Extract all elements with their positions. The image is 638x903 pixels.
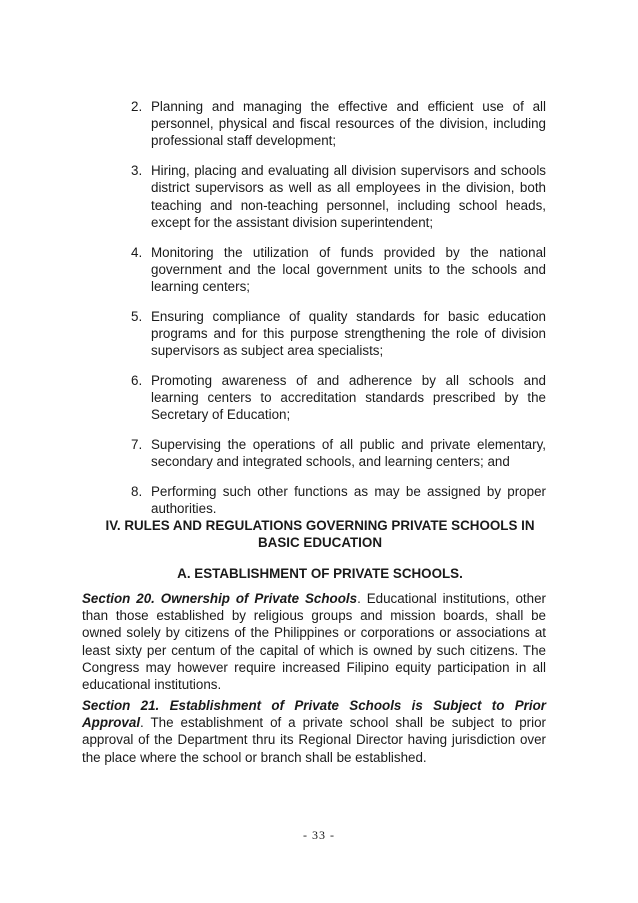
- page-number: - 33 -: [303, 828, 335, 842]
- list-item-text: Performing such other functions as may be assigned by proper authorities.: [151, 484, 546, 517]
- list-item: [128, 372, 546, 424]
- list-item-text: Hiring, placing and evaluating all division supervisors and schools district supervisors as well as all employees in the division, both teaching and non-teaching personnel, including school heads, except for the assistant division superintendent;: [151, 163, 546, 230]
- list-item-number: 7.: [131, 437, 143, 453]
- list-item-number: 5.: [131, 308, 143, 324]
- list-item: [128, 483, 546, 517]
- functions-list: [128, 98, 546, 530]
- section-20-paragraph: [82, 590, 546, 693]
- subsection-heading: A. ESTABLISHMENT OF PRIVATE SCHOOLS.: [177, 566, 463, 581]
- section-21-title: Section 21. Establishment of Private Schools is Subject to Prior Approval: [82, 698, 546, 731]
- list-item-number: 2.: [131, 99, 143, 114]
- list-item-text: Planning and managing the effective and efficient use of all personnel, physical and fiscal resources of the division, including professional staff development;: [151, 99, 546, 149]
- section-21-paragraph: [82, 697, 546, 766]
- list-item-text: Promoting awareness of and adherence by all schools and learning centers to accreditation standards prescribed by the Secretary of Education;: [151, 373, 546, 423]
- chapter-heading-line2: BASIC EDUCATION: [258, 535, 382, 550]
- section-20-title: Section 20. Ownership of Private Schools: [82, 591, 358, 606]
- list-item: [128, 436, 546, 470]
- list-item: [128, 98, 546, 150]
- list-item-text: Supervising the operations of all public and private elementary, secondary and integrated schools, and learning centers; and: [151, 437, 546, 470]
- list-item-number: 8.: [131, 484, 143, 500]
- section-21-body: . The establishment of a private school shall be subject to prior approval of the Department thru its Regional Director having jurisdiction over the place where the school or branch shall be established.: [82, 715, 546, 765]
- list-item-number: 4.: [131, 244, 143, 260]
- list-item-text: Monitoring the utilization of funds provided by the national government and the local government units to the schools and learning centers;: [151, 244, 546, 295]
- list-item: [128, 308, 546, 360]
- chapter-heading: [80, 517, 560, 551]
- chapter-heading-line1: IV. RULES AND REGULATIONS GOVERNING PRIVATE SCHOOLS IN: [105, 518, 535, 533]
- list-item-number: 3.: [131, 163, 143, 179]
- list-item-number: 6.: [131, 373, 143, 389]
- list-item-text: Ensuring compliance of quality standards for basic education programs and for this purpose strengthening the role of division supervisors as subject area specialists;: [151, 308, 546, 359]
- section-20-body: . Educational institutions, other than those established by religious groups and mission boards, shall be owned solely by citizens of the Philippines or corporations or associations at least sixty per centum of the capital of which is owned by such citizens. The Congress may however require increased Filipino equity participation in all educational institutions.: [82, 591, 546, 693]
- list-item: [128, 244, 546, 296]
- list-item: [128, 162, 546, 231]
